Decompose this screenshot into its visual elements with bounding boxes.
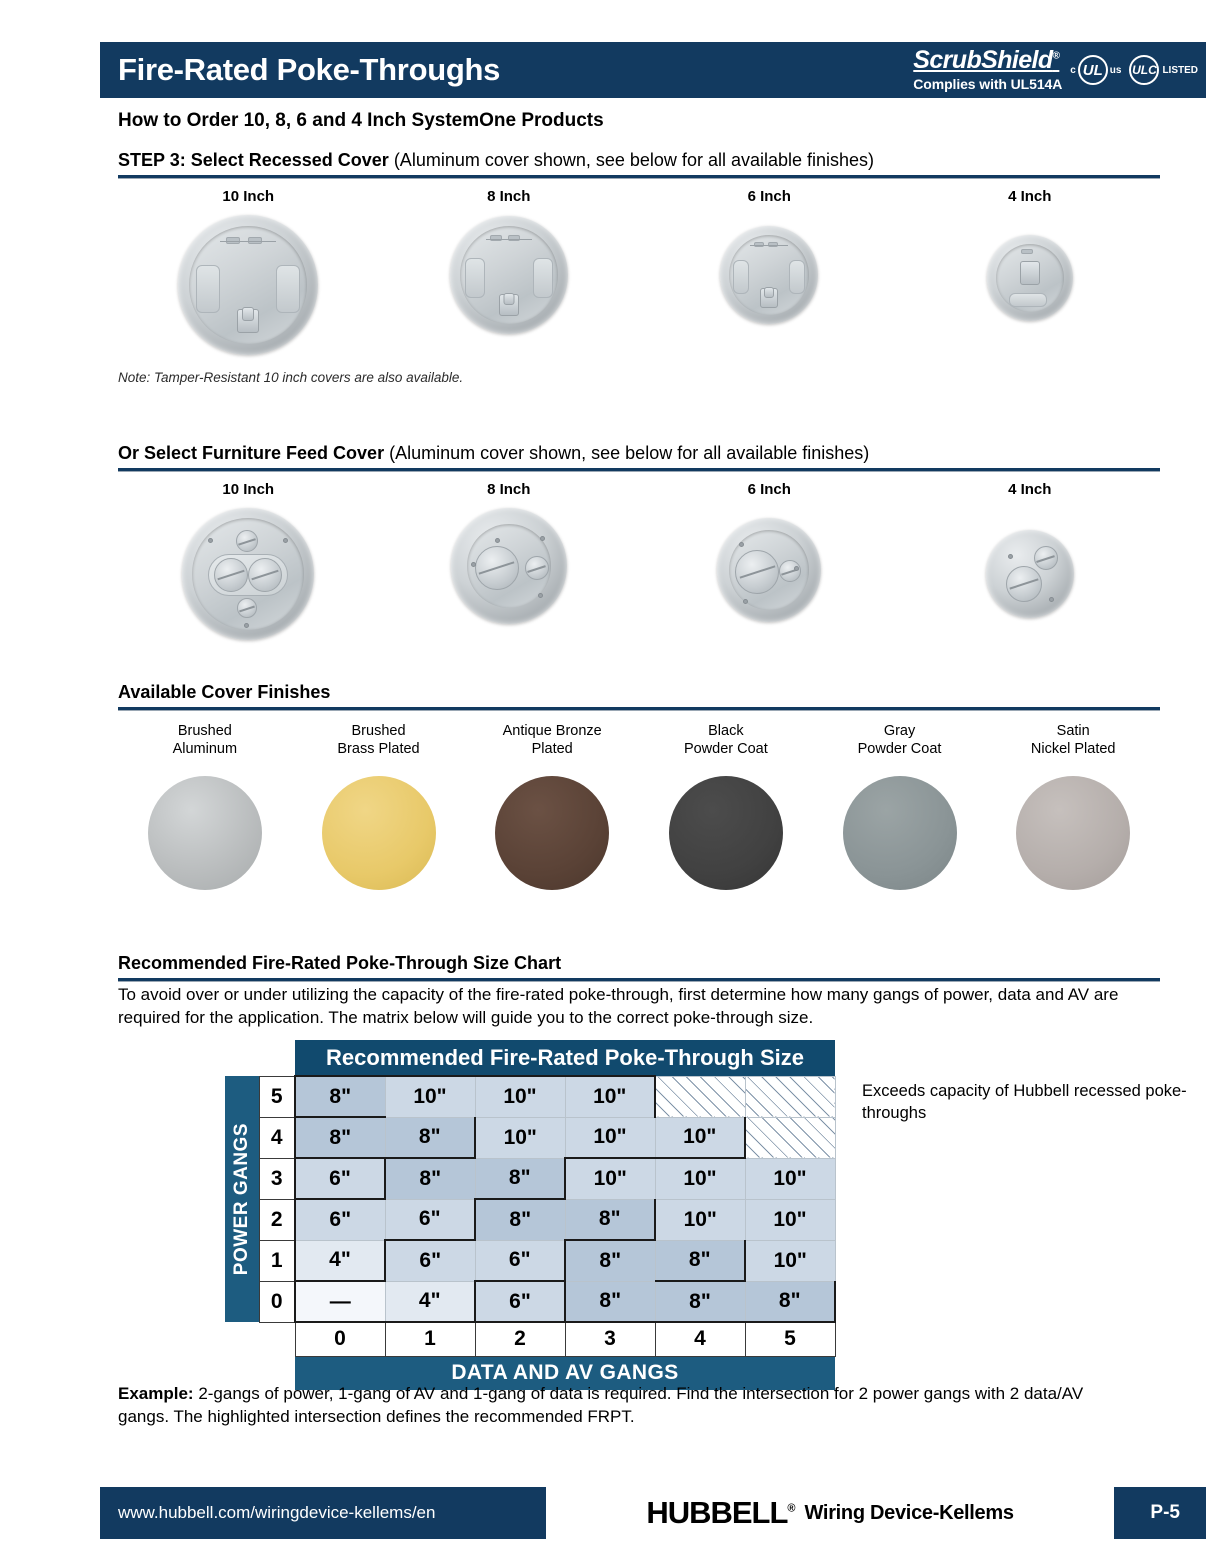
row-header: 0 [259, 1281, 295, 1322]
matrix-cell: 6" [475, 1240, 565, 1281]
matrix-column-headers [225, 1322, 835, 1356]
finish-swatch-row [118, 722, 1160, 890]
power-gangs-axis-label: POWER GANGS [225, 1076, 259, 1322]
matrix-title-row [225, 1040, 835, 1076]
matrix-cell: 10" [745, 1240, 835, 1281]
row-header: 3 [259, 1158, 295, 1199]
furniture-image-8-inch [451, 508, 567, 624]
matrix-cell: 10" [475, 1117, 565, 1158]
size-label: 8 Inch [487, 188, 531, 205]
size-label: 4 Inch [1008, 481, 1052, 498]
furniture-feed-row [118, 481, 1160, 640]
finish-label-line1: Antique Bronze [502, 723, 602, 739]
matrix-cell-exceeds [745, 1117, 835, 1158]
ulc-certification-mark [1129, 55, 1198, 85]
data-av-gangs-axis-label: DATA AND AV GANGS [295, 1356, 835, 1390]
example-label: Example: [118, 1384, 194, 1403]
furniture-cover-10-inch [118, 481, 379, 640]
matrix-cell: 6" [295, 1158, 385, 1199]
matrix-cell: 10" [745, 1158, 835, 1199]
col-header: 2 [475, 1322, 565, 1356]
matrix-cell: 10" [565, 1117, 655, 1158]
matrix-cell: 10" [655, 1117, 745, 1158]
size-matrix-chart [225, 1040, 836, 1390]
finish-label-line1: Brushed [351, 723, 406, 739]
scrubshield-wordmark: ScrubShield® [913, 46, 1060, 74]
matrix-cell: — [295, 1281, 385, 1322]
size-chart-intro: To avoid over or under utilizing the capacity of the fire-rated poke-through, first determine how many gangs of power, data and AV are required for the application. The matrix below will guide you to the correct poke-through size. [118, 985, 1119, 1027]
matrix-cell: 8" [295, 1117, 385, 1158]
table-row [225, 1199, 835, 1240]
size-label: 6 Inch [747, 188, 791, 205]
furniture-cover-4-inch [900, 481, 1161, 640]
finish-label-line1: Satin [1056, 723, 1090, 739]
furniture-image-4-inch [986, 530, 1074, 618]
furniture-cover-8-inch [379, 481, 640, 640]
finishes-section-header [118, 682, 1160, 711]
row-header: 5 [259, 1076, 295, 1117]
swatch-black-powder-coat [669, 776, 783, 890]
finish-brushed-aluminum [118, 722, 292, 890]
step3-title: STEP 3: Select Recessed Cover [118, 150, 389, 170]
matrix-cell: 8" [565, 1240, 655, 1281]
matrix-cell: 8" [385, 1117, 475, 1158]
divider [118, 707, 1160, 711]
row-header: 1 [259, 1240, 295, 1281]
example-paragraph [118, 1383, 1108, 1429]
scrubshield-logo [913, 46, 1062, 94]
page-footer [100, 1487, 1206, 1539]
finish-label-line2: Powder Coat [683, 741, 768, 758]
matrix-cell: 10" [565, 1158, 655, 1199]
matrix-cell: 8" [295, 1076, 385, 1117]
row-header: 4 [259, 1117, 295, 1158]
matrix-cell: 6" [385, 1240, 475, 1281]
registered-mark-icon: ® [787, 1502, 795, 1515]
tamper-resistant-note: Note: Tamper-Resistant 10 inch covers are also available. [118, 370, 464, 385]
finish-gray-powder-coat [813, 722, 987, 890]
cover-image-8-inch [450, 216, 568, 334]
col-header: 4 [655, 1322, 745, 1356]
finish-black-powder-coat [639, 722, 813, 890]
page-title: Fire-Rated Poke-Throughs [118, 52, 501, 87]
hubbell-logo-block [546, 1487, 1114, 1539]
matrix-cell: 10" [475, 1076, 565, 1117]
ul-certification-mark [1070, 55, 1121, 85]
page-header [100, 42, 1206, 98]
furniture-image-6-inch [717, 518, 821, 622]
footer-url-link[interactable]: www.hubbell.com/wiringdevice-kellems/en [118, 1503, 436, 1522]
table-row [225, 1117, 835, 1158]
matrix-cell: 8" [385, 1158, 475, 1199]
ul-us-suffix: us [1109, 64, 1122, 76]
step3-subtitle: (Aluminum cover shown, see below for all available finishes) [388, 150, 875, 170]
cover-image-6-inch [720, 226, 818, 324]
size-chart-section-header [118, 953, 1160, 982]
furniture-feed-section-header [118, 443, 1160, 472]
page-number: P-5 [1150, 1502, 1180, 1523]
matrix-cell: 4" [385, 1281, 475, 1322]
swatch-satin-nickel-plated [1016, 776, 1130, 890]
matrix-cell-exceeds [655, 1076, 745, 1117]
swatch-gray-powder-coat [843, 776, 957, 890]
matrix-cell-exceeds [745, 1076, 835, 1117]
recessed-cover-10-inch [118, 188, 379, 355]
furniture-image-10-inch [182, 508, 314, 640]
recessed-cover-8-inch [379, 188, 640, 355]
size-label: 10 Inch [222, 188, 275, 205]
recessed-cover-6-inch [639, 188, 900, 355]
size-chart-title: Recommended Fire-Rated Poke-Through Size Chart [118, 953, 562, 973]
example-text: 2-gangs of power, 1-gang of AV and 1-gang of data is required. Find the intersection for 2 power gangs with 2 data/AV gangs. The highlighted intersection defines the recommended FRPT. [118, 1384, 1084, 1426]
size-label: 6 Inch [747, 481, 791, 498]
matrix-cell: 10" [385, 1076, 475, 1117]
matrix-cell: 10" [745, 1199, 835, 1240]
col-header: 1 [385, 1322, 475, 1356]
table-row [225, 1240, 835, 1281]
how-to-order-heading: How to Order 10, 8, 6 and 4 Inch SystemOne Products [118, 110, 604, 131]
col-header: 5 [745, 1322, 835, 1356]
recessed-cover-4-inch [900, 188, 1161, 355]
table-row [225, 1158, 835, 1199]
finish-label-line2: Brass Plated [337, 741, 420, 758]
divider [118, 468, 1160, 472]
swatch-brushed-brass-plated [322, 776, 436, 890]
matrix-cell: 8" [475, 1199, 565, 1240]
hubbell-tagline: Wiring Device-Kellems [804, 1501, 1014, 1524]
matrix-cell: 8" [565, 1281, 655, 1322]
ul-c-prefix: c [1070, 64, 1076, 76]
finish-label-line1: Gray [883, 723, 916, 739]
finishes-title: Available Cover Finishes [118, 682, 331, 702]
finish-brushed-brass-plated [292, 722, 466, 890]
swatch-brushed-aluminum [148, 776, 262, 890]
finish-antique-bronze-plated [465, 722, 639, 890]
finish-label-line1: Black [708, 723, 744, 739]
matrix-title: Recommended Fire-Rated Poke-Through Size [295, 1040, 835, 1076]
hubbell-wordmark: HUBBELL® [646, 1495, 795, 1530]
furniture-feed-subtitle: (Aluminum cover shown, see below for all available finishes) [384, 443, 870, 463]
ulc-icon: ULC [1129, 55, 1159, 85]
size-label: 8 Inch [487, 481, 531, 498]
swatch-antique-bronze-plated [495, 776, 609, 890]
matrix-cell: 6" [295, 1199, 385, 1240]
size-label: 10 Inch [222, 481, 275, 498]
matrix-cell: 8" [565, 1199, 655, 1240]
ulc-listed-label: LISTED [1162, 64, 1198, 76]
matrix-cell: 8" [655, 1240, 745, 1281]
furniture-cover-6-inch [639, 481, 900, 640]
finish-label-line2: Nickel Plated [1030, 741, 1116, 758]
table-row [225, 1076, 835, 1117]
finish-satin-nickel-plated [986, 722, 1160, 890]
cover-image-10-inch [178, 215, 318, 355]
matrix-cell: 8" [655, 1281, 745, 1322]
matrix-cell: 10" [565, 1076, 655, 1117]
finish-label-line2: Plated [531, 741, 573, 758]
finish-label-line1: Brushed [177, 723, 232, 739]
registered-mark-icon: ® [1052, 50, 1060, 62]
col-header: 0 [295, 1322, 385, 1356]
row-header: 2 [259, 1199, 295, 1240]
matrix-cell: 8" [745, 1281, 835, 1322]
recessed-cover-row [118, 188, 1160, 355]
exceeds-capacity-note: Exceeds capacity of Hubbell recessed poke-throughs [862, 1082, 1187, 1123]
header-brand-group [913, 42, 1198, 98]
matrix-cell: 4" [295, 1240, 385, 1281]
finish-label-line2: Aluminum [172, 741, 238, 758]
matrix-cell: 10" [655, 1199, 745, 1240]
col-header: 3 [565, 1322, 655, 1356]
table-row [225, 1281, 835, 1322]
size-label: 4 Inch [1008, 188, 1052, 205]
matrix-cell: 10" [655, 1158, 745, 1199]
scrubshield-subtitle: Complies with UL514A [913, 76, 1063, 92]
divider [118, 175, 1160, 179]
cover-image-4-inch [987, 235, 1073, 321]
divider [118, 978, 1160, 982]
matrix-cell: 6" [475, 1281, 565, 1322]
matrix-cell: 8" [475, 1158, 565, 1199]
step3-section-header [118, 150, 1160, 179]
finish-label-line2: Powder Coat [857, 741, 942, 758]
size-matrix-table [225, 1040, 836, 1390]
matrix-cell: 6" [385, 1199, 475, 1240]
furniture-feed-title: Or Select Furniture Feed Cover [118, 443, 385, 463]
ul-listed-icon: UL [1078, 55, 1108, 85]
